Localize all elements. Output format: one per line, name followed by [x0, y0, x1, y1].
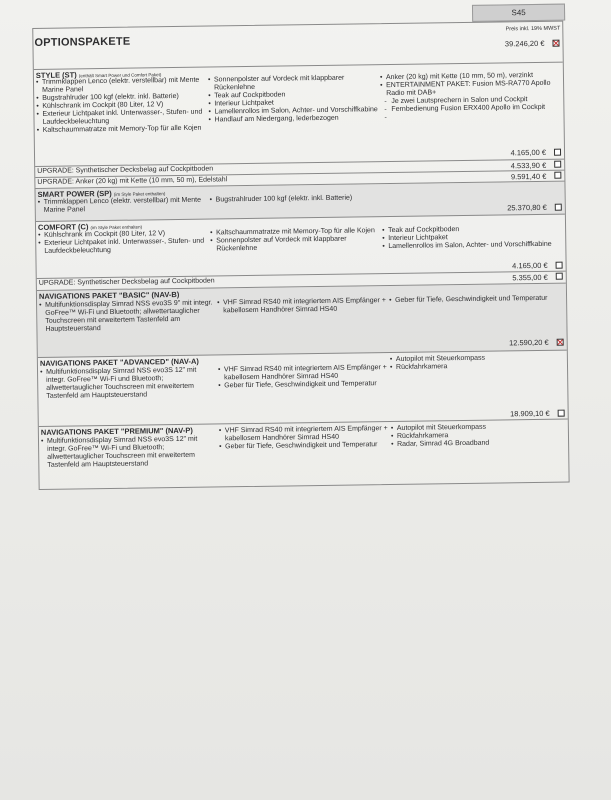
section-nav-premium [39, 420, 569, 495]
list-item: • Multifunktionsdisplay Simrad NSS evo3S 9" mit integr. GoFree™ Wi-Fi und Bluetooth; allwettertauglicher Touchscreen mit erweitertem Tastenfeld am Hauptsteuerstand [39, 300, 213, 334]
list-item: • Multifunktionsdisplay Simrad NSS evo3S 12" mit integr. GoFree™ Wi-Fi und Bluetooth; allwettertauglicher Touchscreen mit erweitertem Tastenfeld am Hauptsteuerstand [40, 366, 214, 400]
nav-prem-col-2 [219, 425, 389, 451]
list-item: • Lamellenrollos im Salon, Achter- und Vorschiffkabine [382, 241, 564, 252]
list-item: • Kühlschrank im Cockpit (80 Liter, 12 V) [38, 230, 206, 240]
nav-adv-col-3 [390, 354, 560, 372]
section-title: COMFORT (C) [37, 222, 89, 232]
section-title: STYLE (ST) [35, 70, 77, 80]
list-item: • VHF Simrad RS40 mit integriertem AIS Empfänger + kabellosem Handhörer Simrad HS40 [218, 364, 388, 382]
smart-col-1 [38, 197, 206, 215]
list-item: • Autopilot mit Steuerkompass [390, 354, 560, 364]
option-checkbox[interactable] [554, 172, 561, 179]
options-document [32, 4, 570, 491]
list-item: • Radar, Simrad 4G Broadband [391, 439, 561, 449]
item-price: 4.165,00 € [512, 260, 548, 271]
list-item: • Kühlschrank im Cockpit (80 Liter, 12 V) [36, 101, 204, 111]
section-comfort [36, 215, 566, 279]
section-title: NAVIGATIONS PAKET "PREMIUM" (NAV-P) [40, 425, 193, 437]
item-price: 4.533,90 € [510, 160, 547, 171]
list-item: • Exterieur Lichtpaket inkl. Unterwasser-, Stufen- und Laufdeckbeleuchtung [36, 109, 204, 127]
list-item: • Teak auf Cockpitboden [208, 90, 378, 100]
comfort-col-1 [38, 230, 206, 256]
list-item: • Geber für Tiefe, Geschwindigkeit und Temperatur [389, 295, 559, 305]
section-nav-advanced [38, 351, 568, 427]
option-checkbox[interactable] [556, 262, 563, 269]
item-price: 18.909,10 € [509, 408, 550, 419]
list-item: • Bugstrahlruder 100 kgf (elektr. inkl. Batterie) [210, 194, 380, 204]
price-note: Preis inkl. 19% MWST [505, 25, 561, 33]
nav-adv-col-1 [40, 366, 214, 400]
list-item: • Teak auf Cockpitboden [382, 225, 564, 236]
section-title: SMART POWER (SP) [37, 188, 112, 199]
list-item: • Trimmklappen Lenco (elektr. verstellbar) mit Mente Marine Panel [36, 77, 204, 95]
style-col-1 [36, 77, 205, 135]
section-subtitle: (im Style Paket enthalten) [113, 191, 166, 197]
upgrade-label: UPGRADE: Synthetischer Decksbelag auf Cockpitboden [38, 277, 215, 287]
upgrade-label: UPGRADE: Anker (20 kg) mit Kette (10 mm, 50 m), Edelstahl [37, 176, 228, 186]
item-price: 9.591,40 € [510, 171, 547, 182]
list-item: • Lamellenrollos im Salon, Achter- und Vorschiffkabine [208, 106, 378, 116]
list-item: • Multifunktionsdisplay Simrad NSS evo3S 12" mit integr. GoFree™ Wi-Fi und Bluetooth; allwettertauglicher Touchscreen mit erweitertem Tastenfeld am Hauptsteuerstand [41, 435, 215, 469]
list-item: • Interieur Lichtpaket [382, 233, 564, 244]
list-item: • Bugstrahlruder 100 kgf (elektr. inkl. Batterie) [36, 93, 204, 103]
option-checkbox[interactable] [554, 149, 561, 156]
item-price: 5.355,00 € [512, 272, 548, 283]
model-label: S45 [472, 4, 565, 22]
comfort-col-2 [210, 227, 380, 253]
list-item: • Rückfahrkamera [390, 362, 560, 372]
style-col-2 [208, 74, 379, 124]
list-subitem: - Je zwei Lautsprechern in Salon und Cockpit [380, 96, 562, 107]
list-item: • Kaltschaummatratze mit Memory-Top für alle Kojen [210, 227, 380, 237]
item-price: 25.370,80 € [507, 202, 547, 213]
nav-prem-col-1 [41, 435, 215, 469]
section-style [34, 63, 564, 167]
option-checkbox[interactable] [554, 161, 561, 168]
list-item: • Kaltschaummatratze mit Memory-Top für alle Kojen [37, 125, 205, 135]
list-subitem: - Fernbedienung Fusion ERX400 Apollo im Cockpit [380, 104, 562, 115]
nav-basic-col-2 [217, 297, 387, 315]
section-nav-basic [37, 284, 567, 358]
list-item: • Geber für Tiefe, Geschwindigkeit und Temperatur [219, 441, 389, 451]
total-checkbox-checked[interactable] [552, 40, 559, 47]
list-item: • VHF Simrad RS40 mit integriertem AIS Empfänger + kabellosem Handhörer Simrad HS40 [219, 425, 389, 443]
list-item: • Interieur Lichtpaket [208, 98, 378, 108]
comfort-col-3 [382, 225, 564, 252]
list-item: • Anker (20 kg) mit Kette (10 mm, 50 m), verzinkt [380, 72, 562, 83]
list-item: • VHF Simrad RS40 mit integriertem AIS Empfänger + kabellosem Handhörer Simrad HS40 [217, 297, 387, 315]
option-checkbox-checked[interactable] [557, 339, 564, 346]
list-item: • Geber für Tiefe, Geschwindigkeit und Temperatur [218, 380, 388, 390]
option-checkbox[interactable] [558, 410, 565, 417]
list-item: • Autopilot mit Steuerkompass [391, 423, 561, 433]
item-price: 4.165,00 € [510, 147, 547, 158]
page-title: OPTIONSPAKETE [34, 35, 131, 49]
section-title: NAVIGATIONS PAKET "ADVANCED" (NAV-A) [39, 356, 199, 368]
nav-basic-col-1 [39, 300, 213, 334]
upgrade-label: UPGRADE: Synthetischer Decksbelag auf Cockpitboden [37, 165, 214, 175]
smart-col-2 [210, 194, 380, 204]
option-checkbox[interactable] [556, 273, 563, 280]
nav-basic-col-3 [389, 295, 559, 305]
list-item: • Sonnenpolster auf Vordeck mit klappbarer Rückenlehne [210, 235, 380, 253]
list-item: • Rückfahrkamera [391, 431, 561, 441]
total-price: 39.246,20 € [504, 38, 545, 49]
item-price: 12.590,20 € [508, 337, 549, 348]
list-item: • Exterieur Lichtpaket inkl. Unterwasser-, Stufen- und Laufdeckbeleuchtung [38, 238, 206, 256]
list-item: • ENTERTAINMENT PAKET: Fusion MS-RA770 Apollo Radio mit DAB+ [380, 80, 562, 99]
section-title: NAVIGATIONS PAKET "BASIC" (NAV-B) [38, 289, 180, 301]
option-checkbox[interactable] [555, 204, 562, 211]
nav-prem-col-3 [391, 423, 561, 449]
style-col-3 [380, 72, 563, 115]
list-item: • Sonnenpolster auf Vordeck mit klappbarer Rückenlehne [208, 74, 378, 92]
section-subtitle: (enthält Smart Power und Comfort Paket) [78, 72, 162, 79]
list-item: • Handlauf am Niedergang, lederbezogen [208, 114, 378, 124]
options-table [32, 21, 569, 490]
section-subtitle: (im Style Paket enthalten) [90, 224, 143, 231]
list-item: • Trimmklappen Lenco (elektr. verstellbar) mit Mente Marine Panel [38, 197, 206, 215]
nav-adv-col-2 [218, 364, 388, 390]
